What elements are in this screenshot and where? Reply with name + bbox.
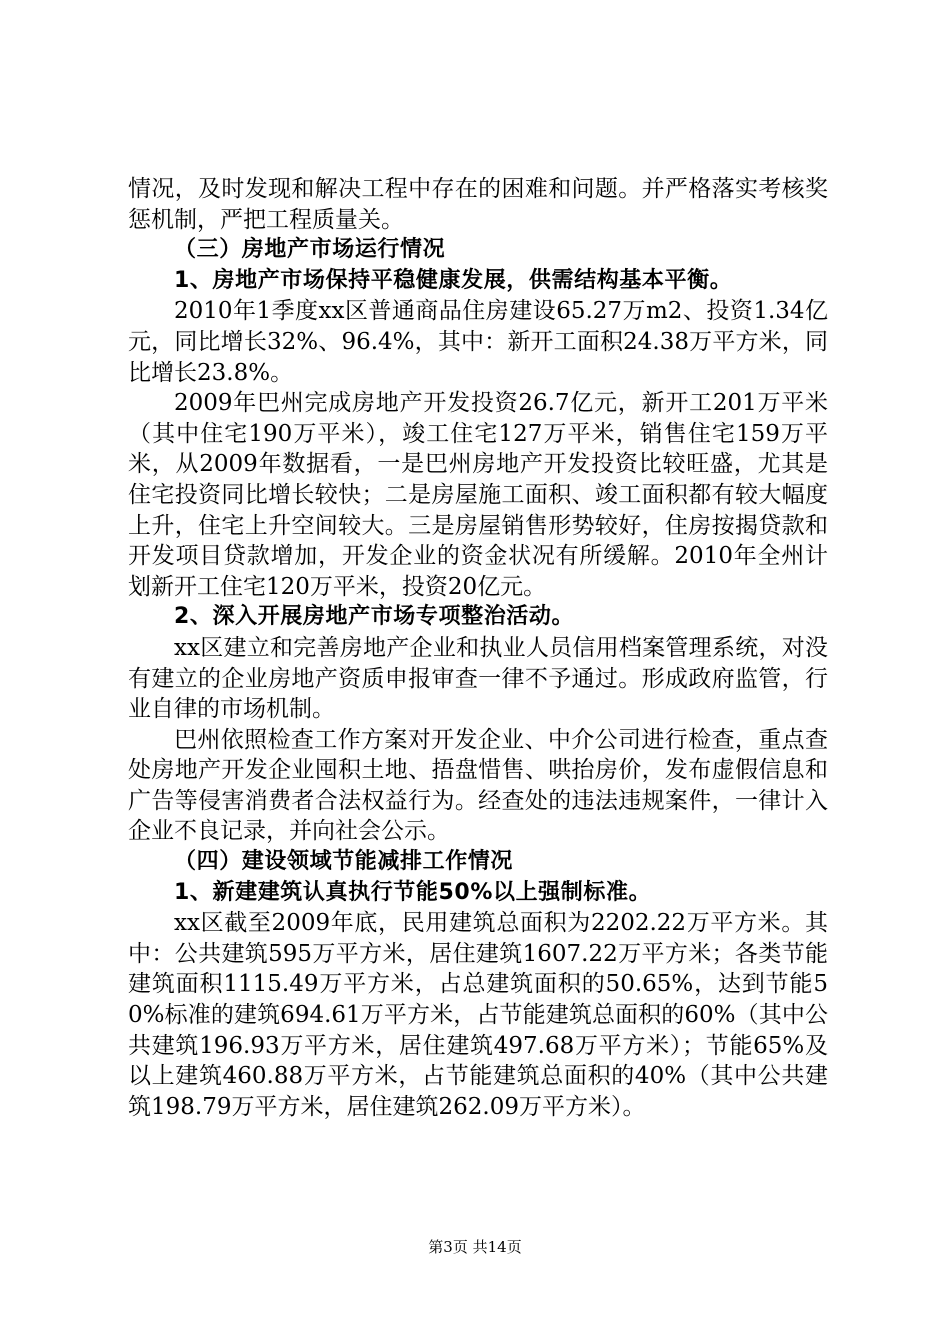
paragraph-2: 2010年1季度xx区普通商品住房建设65.27万m2、投资1.34亿元，同比增长32%、96.4%，其中：新开工面积24.38万平方米，同比增长23.8%。 — [128, 298, 828, 386]
subheading-3-1: 1、房地产市场保持平稳健康发展，供需结构基本平衡。 — [174, 267, 733, 293]
subheading-3-2: 2、深入开展房地产市场专项整治活动。 — [174, 604, 575, 630]
paragraph-5: 巴州依照检查工作方案对开发企业、中介公司进行检查，重点查处房地产开发企业囤积土地、捂盘惜售、哄抬房价，发布虚假信息和广告等侵害消费者合法权益行为。经查处的违法违规案件，一律计入企业不良记录，并向社会公示。 — [128, 726, 828, 845]
paragraph-6: xx区截至2009年底，民用建筑总面积为2202.22万平方米。其中：公共建筑595万平方米，居住建筑1607.22万平方米；各类节能建筑面积1115.49万平方米，占总建筑面积的50.65%，达到节能50%标准的建筑694.61万平方米，占节能建筑总面积的60%（其中公共建筑196.93万平方米，居住建筑497.68万平方米）；节能65%及以上建筑460.88万平方米，占节能建筑总面积的40%（其中公共建筑198.79万平方米，居住建筑262.09万平方米）。 — [128, 910, 828, 1120]
paragraph-3: 2009年巴州完成房地产开发投资26.7亿元，新开工201万平米（其中住宅190万平米），竣工住宅127万平米，销售住宅159万平米，从2009年数据看，一是巴州房地产开发投资比较旺盛，尤其是住宅投资同比增长较快；二是房屋施工面积、竣工面积都有较大幅度上升，住宅上升空间较大。三是房屋销售形势较好，住房按揭贷款和开发项目贷款增加，开发企业的资金状况有所缓解。2010年全州计划新开工住宅120万平米，投资20亿元。 — [128, 390, 828, 600]
paragraph-1: 情况，及时发现和解决工程中存在的困难和问题。并严格落实考核奖惩机制，严把工程质量关。 — [128, 176, 828, 233]
paragraph-4: xx区建立和完善房地产企业和执业人员信用档案管理系统，对没有建立的企业房地产资质申报审查一律不予通过。形成政府监管，行业自律的市场机制。 — [128, 634, 828, 723]
subheading-4-1: 1、新建建筑认真执行节能50%以上强制标准。 — [174, 879, 652, 905]
page-number-footer: 第3页 共14页 — [428, 1238, 522, 1256]
section-heading-3: （三）房地产市场运行情况 — [174, 237, 446, 263]
section-heading-4: （四）建设领域节能减排工作情况 — [174, 849, 514, 875]
document-body — [128, 174, 828, 1122]
